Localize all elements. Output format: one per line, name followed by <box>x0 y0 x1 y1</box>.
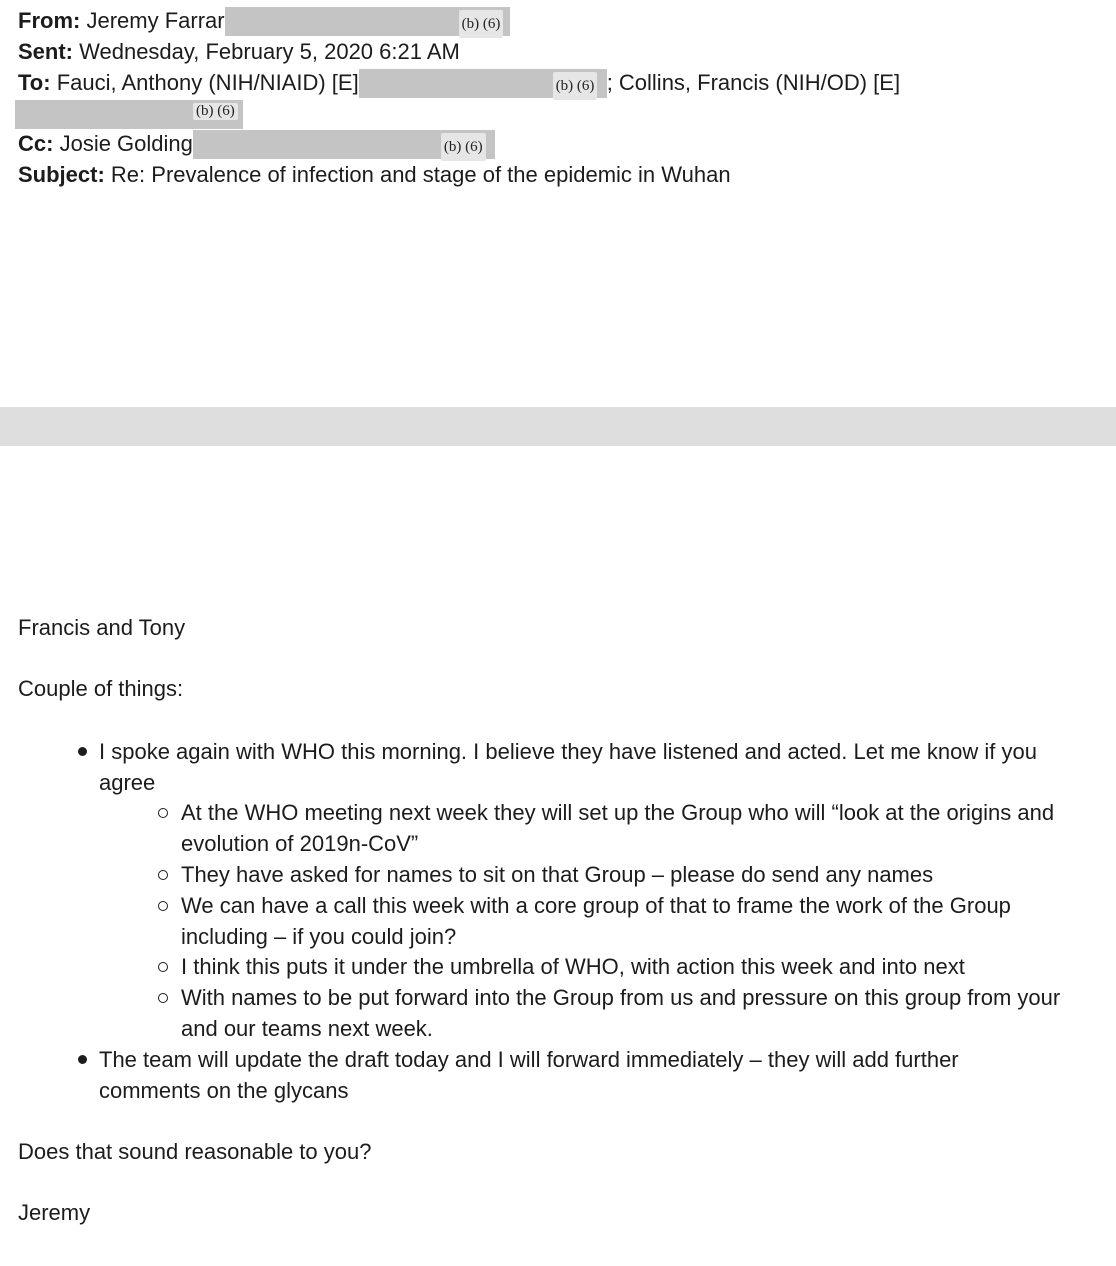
cc-value: Josie Golding <box>59 131 193 156</box>
sub-bullet-marker <box>158 808 168 818</box>
subject-value: Re: Prevalence of infection and stage of the epidemic in Wuhan <box>110 162 731 187</box>
sub-bullet-item: They have asked for names to sit on that Group – please do send any names <box>181 862 934 887</box>
to-label: To: <box>18 70 51 95</box>
redaction-box <box>15 100 243 129</box>
to-recipient-1: Fauci, Anthony (NIH/NIAID) [E] <box>56 70 359 95</box>
sub-bullet-item: We can have a call this week with a core group of that to frame the work of the Group including – if you could join? <box>181 893 1011 949</box>
sent-value: Wednesday, February 5, 2020 6:21 AM <box>79 39 460 64</box>
to-recipient-2: ; Collins, Francis (NIH/OD) [E] <box>606 70 901 95</box>
redaction-box <box>359 69 607 98</box>
subject-line <box>18 161 731 189</box>
redaction-box <box>225 7 510 36</box>
redaction-code: (b) (6) <box>441 133 486 161</box>
bullet-item: The team will update the draft today and I will forward immediately – they will add further comments on the glycans <box>99 1047 959 1103</box>
redaction-code: (b) (6) <box>553 72 598 100</box>
sent-label: Sent: <box>18 39 73 64</box>
cc-line <box>18 130 495 158</box>
redaction-code: (b) (6) <box>459 10 504 38</box>
to-line <box>18 69 900 97</box>
page-divider <box>0 407 1116 446</box>
sub-bullet-marker <box>158 993 168 1003</box>
from-line <box>18 7 510 35</box>
sub-bullet-marker <box>158 901 168 911</box>
signature: Jeremy <box>18 1200 91 1225</box>
cc-label: Cc: <box>18 131 54 156</box>
closing-question: Does that sound reasonable to you? <box>18 1139 372 1164</box>
redaction-code: (b) (6) <box>193 103 238 120</box>
bullet-item: I spoke again with WHO this morning. I believe they have listened and acted. Let me know if you agree <box>99 739 1037 795</box>
from-label: From: <box>18 8 81 33</box>
sub-bullet-item: I think this puts it under the umbrella of WHO, with action this week and into next <box>181 954 965 979</box>
subject-label: Subject: <box>18 162 105 187</box>
intro-text: Couple of things: <box>18 676 184 701</box>
bullet-marker <box>78 1055 87 1064</box>
bullet-marker <box>78 747 87 756</box>
sub-bullet-item: At the WHO meeting next week they will set up the Group who will “look at the origins and evolution of 2019n-CoV” <box>181 800 1055 856</box>
sent-line <box>18 38 460 66</box>
sub-bullet-marker <box>158 962 168 972</box>
redaction-box <box>193 130 495 159</box>
sub-bullet-marker <box>158 870 168 880</box>
from-value: Jeremy Farrar <box>86 8 225 33</box>
greeting: Francis and Tony <box>18 615 186 640</box>
sub-bullet-item: With names to be put forward into the Group from us and pressure on this group from your and our teams next week. <box>181 985 1061 1041</box>
